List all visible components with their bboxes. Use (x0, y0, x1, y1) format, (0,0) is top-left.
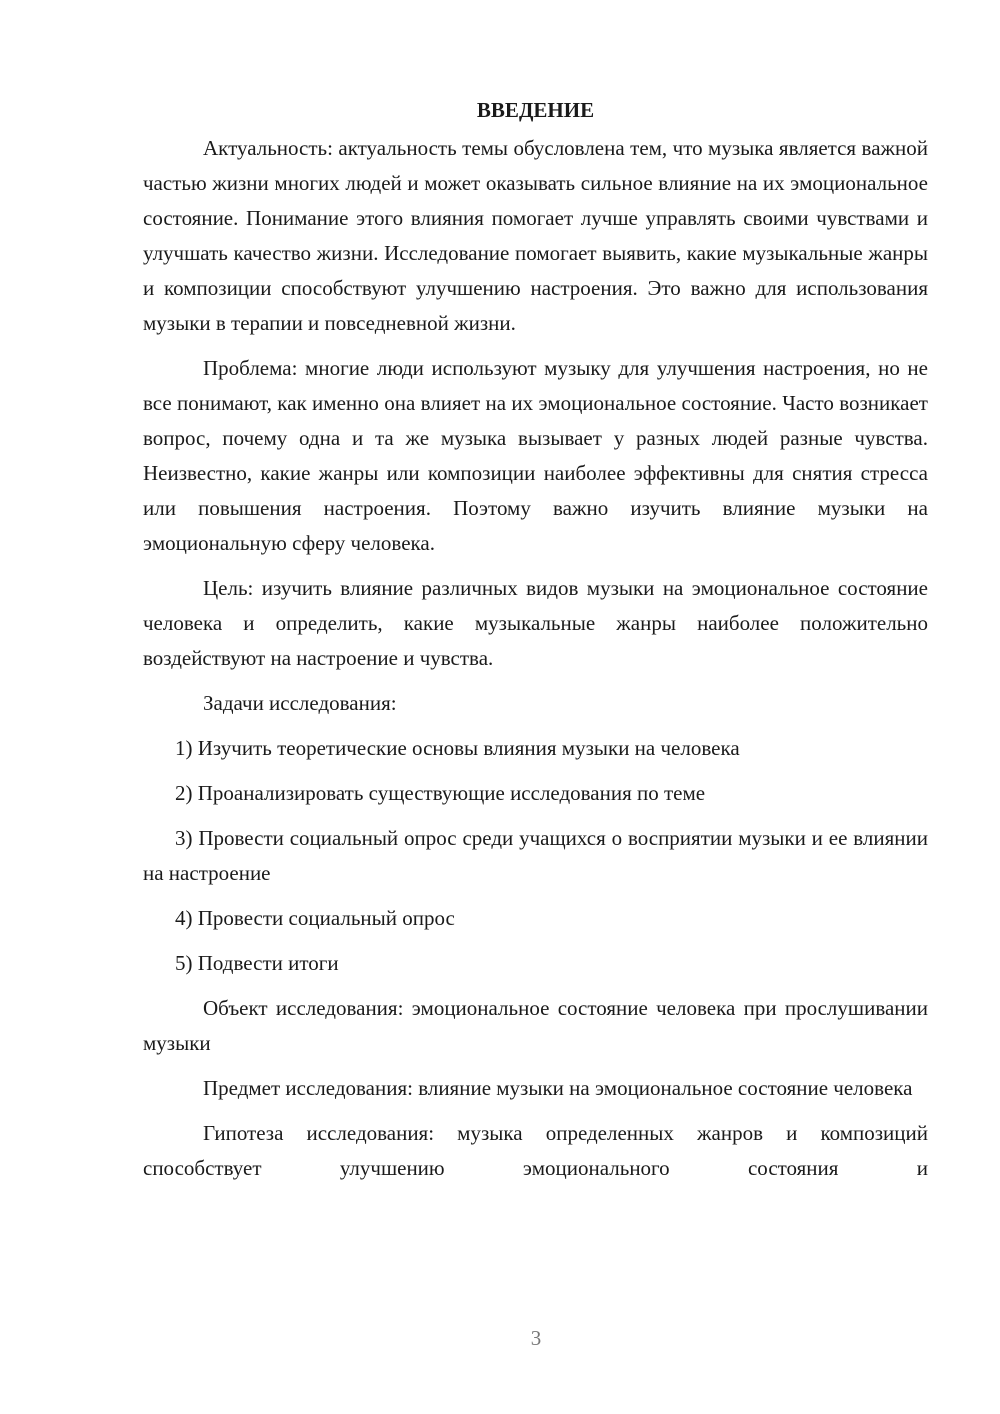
tasks-heading: Задачи исследования: (203, 691, 397, 715)
document-page (143, 93, 928, 1196)
page-number: 3 (530, 1326, 542, 1350)
section-title: ВВЕДЕНИЕ (476, 98, 595, 122)
goal-paragraph: Цель: изучить влияние различных видов музыки на эмоциональное состояние человека и определить, какие музыкальные жанры наиболее положительно воздействуют на настроение и чувства. (143, 576, 928, 670)
relevance-paragraph: Актуальность: актуальность темы обусловлена тем, что музыка является важной частью жизни многих людей и может оказывать сильное влияние на их эмоциональное состояние. Понимание этого влияния помогает лучше управлять своими чувствами и улучшать качество жизни. Исследование помогает выявить, какие музыкальные жанры и композиции способствуют улучшению настроения. Это важно для использования музыки в терапии и повседневной жизни. (143, 136, 928, 335)
task-item: 3) Провести социальный опрос среди учащихся о восприятии музыки и ее влиянии на настроение (143, 826, 928, 885)
task-item: 4) Провести социальный опрос (175, 906, 455, 930)
task-item: 2) Проанализировать существующие исследования по теме (175, 781, 706, 805)
hypothesis-paragraph: Гипотеза исследования: музыка определенных жанров и композиций способствует улучшению эмоционального состояния и (143, 1121, 928, 1180)
problem-paragraph: Проблема: многие люди используют музыку для улучшения настроения, но не все понимают, как именно она влияет на их эмоциональное состояние. Часто возникает вопрос, почему одна и та же музыка вызывает у разных людей разные чувства. Неизвестно, какие жанры или композиции наиболее эффективны для снятия стресса или повышения настроения. Поэтому важно изучить влияние музыки на эмоциональную сферу человека. (143, 356, 928, 555)
object-paragraph: Объект исследования: эмоциональное состояние человека при прослушивании музыки (143, 996, 928, 1055)
subject-paragraph: Предмет исследования: влияние музыки на эмоциональное состояние человека (203, 1076, 913, 1100)
task-item: 5) Подвести итоги (175, 951, 339, 975)
task-item: 1) Изучить теоретические основы влияния музыки на человека (175, 736, 740, 760)
